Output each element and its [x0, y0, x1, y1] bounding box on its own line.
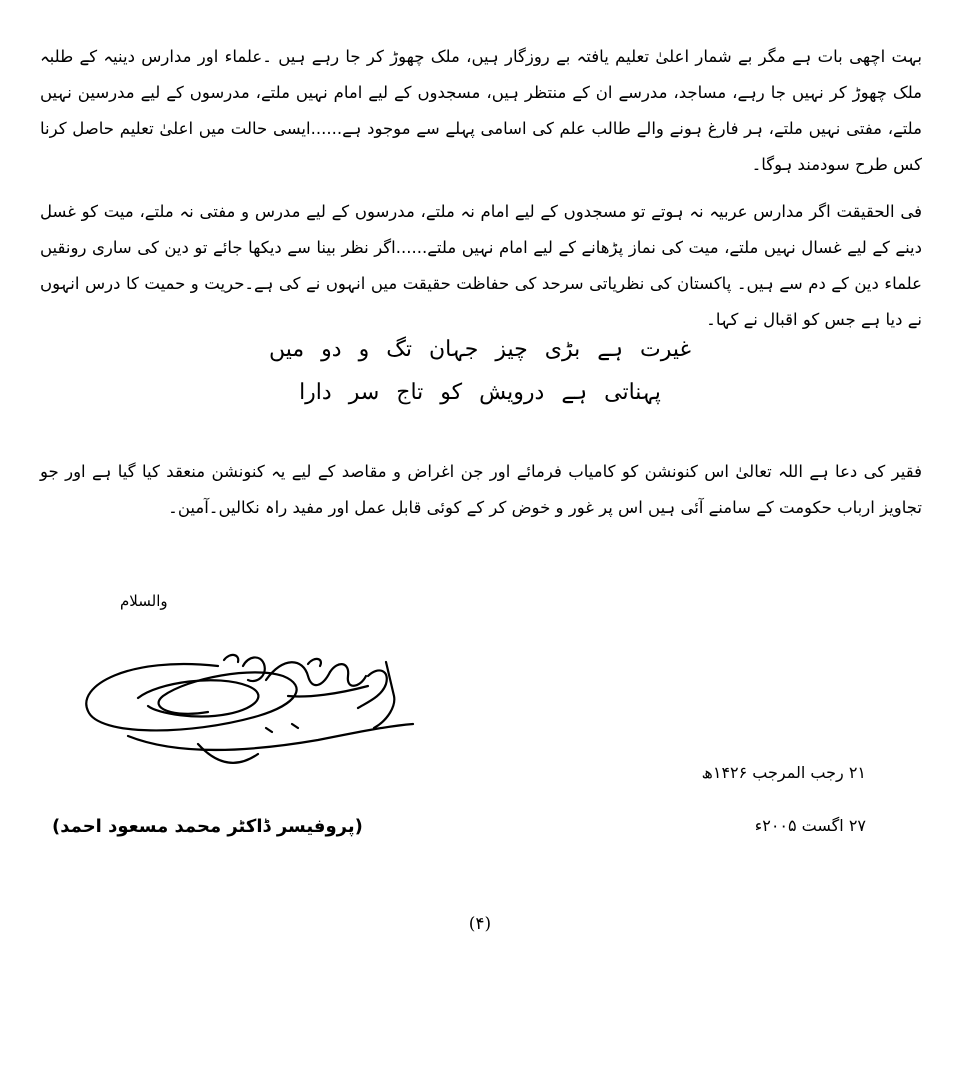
- handwritten-signature: [68, 636, 418, 776]
- closing-salutation: والسلام: [120, 592, 168, 610]
- page-number: (۴): [468, 914, 492, 934]
- signer-name: (پروفیسر ڈاکٹر محمد مسعود احمد): [52, 816, 363, 837]
- verse-line-1: غیرت ہے بڑی چیز جہان تگ و دو میں: [269, 337, 691, 362]
- paragraph-2: فی الحقیقت اگر مدارس عربیہ نہ ہوتے تو مسجدوں کے لیے امام نہ ملتے، مدرسوں کے لیے مدرس و مفتی نہ ملتے، میت کو غسل دینے کے لیے غسال نہیں ملتے، میت کی نماز پڑھانے کے لیے امام نہیں ملتے......اگر نظر بینا سے دیکھا جائے تو دین کی ساری رونقیں علماء دین کے دم سے ہیں۔ پاکستان کی نظریاتی سرحد کی حفاظت حقیقت میں انہوں نے کی ہے۔حریت و حمیت کا درس انہوں نے دیا ہے جس کو اقبال نے کہا۔: [40, 201, 922, 329]
- paragraph-1: بہت اچھی بات ہے مگر بے شمار اعلیٰ تعلیم یافتہ بے روزگار ہیں، ملک چھوڑ کر جا رہے ہیں ۔علماء اور مدارس دینیہ کے طلبہ ملک چھوڑ کر نہیں جا رہے، مساجد، مدرسے ان کے منتظر ہیں، مسجدوں کے لیے امام نہیں ملتے، مدرسوں کے لیے مدرسین نہیں ملتے، مفتی نہیں ملتے، ہر فارغ ہونے والے طالب علم کی اسامی پہلے سے موجود ہے......ایسی حالت میں اعلیٰ تعلیم حاصل کرنا کس طرح سودمند ہوگا۔: [40, 46, 922, 174]
- date-gregorian: ۲۷ اگست ۲۰۰۵ء: [754, 816, 866, 835]
- paragraph-3: فقیر کی دعا ہے اللہ تعالیٰ اس کنونشن کو کامیاب فرمائے اور جن اغراض و مقاصد کے لیے یہ کنونشن منعقد کیا گیا ہے اور جو تجاویز ارباب حکومت کے سامنے آئی ہیں اس پر غور و خوض کر کے کوئی قابل عمل اور مفید راہ نکالیں۔آمین۔: [40, 461, 922, 517]
- date-hijri: ۲۱ رجب المرجب ۱۴۲۶ھ: [701, 763, 866, 782]
- verse-line-2: پہناتی ہے درویش کو تاج سر دارا: [299, 380, 661, 405]
